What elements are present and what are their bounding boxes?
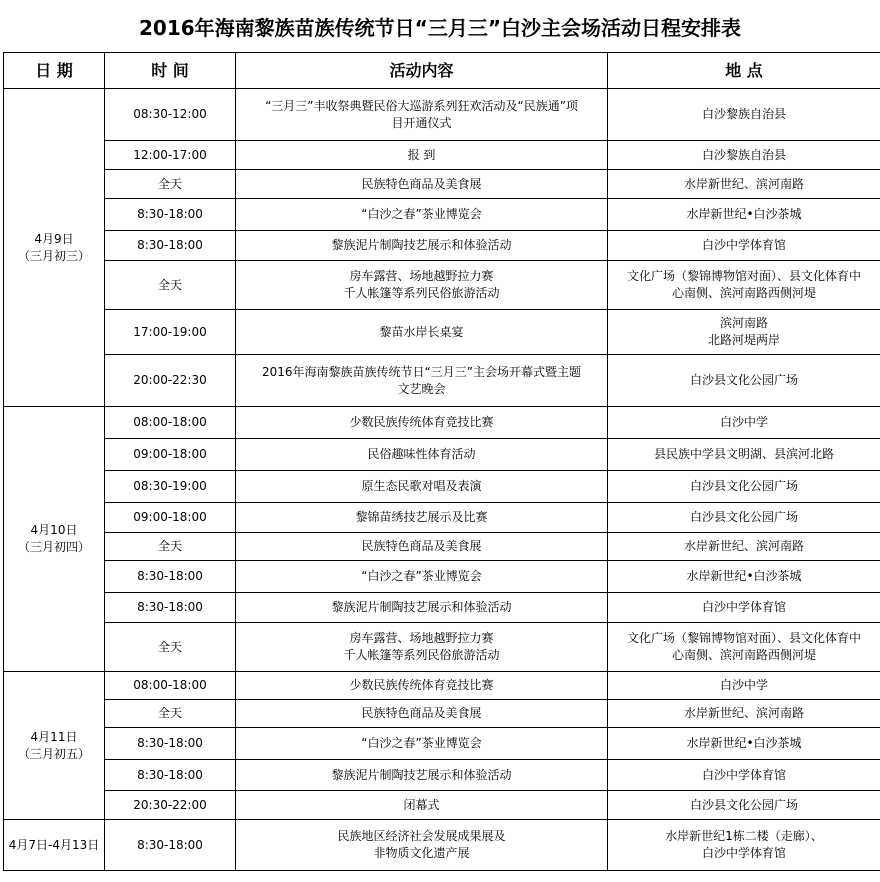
location-cell: 白沙县文化公园广场 bbox=[608, 503, 880, 533]
schedule-table bbox=[3, 52, 880, 871]
location-cell: 白沙中学体育馆 bbox=[608, 593, 880, 623]
time-cell: 全天 bbox=[105, 170, 236, 199]
time-cell: 08:30-12:00 bbox=[105, 89, 236, 141]
activity-cell: “白沙之春”茶业博览会 bbox=[236, 728, 608, 760]
time-cell: 全天 bbox=[105, 700, 236, 728]
activity-cell: 黎族泥片制陶技艺展示和体验活动 bbox=[236, 231, 608, 261]
table-row bbox=[4, 231, 880, 261]
date-cell: 4月10日 （三月初四） bbox=[4, 407, 105, 672]
date-cell: 4月9日 （三月初三） bbox=[4, 89, 105, 407]
time-cell: 8:30-18:00 bbox=[105, 820, 236, 871]
location-cell: 白沙中学体育馆 bbox=[608, 231, 880, 261]
time-cell: 8:30-18:00 bbox=[105, 231, 236, 261]
activity-cell: 房车露营、场地越野拉力赛 千人帐篷等系列民俗旅游活动 bbox=[236, 261, 608, 310]
date-cell: 4月11日 （三月初五） bbox=[4, 672, 105, 820]
time-cell: 8:30-18:00 bbox=[105, 760, 236, 791]
activity-cell: 2016年海南黎族苗族传统节日“三月三”主会场开幕式暨主题 文艺晚会 bbox=[236, 355, 608, 407]
location-cell: 文化广场（黎锦博物馆对面）、县文化体育中 心南侧、滨河南路西侧河堤 bbox=[608, 261, 880, 310]
activity-cell: 报 到 bbox=[236, 141, 608, 170]
time-cell: 09:00-18:00 bbox=[105, 503, 236, 533]
schedule-body bbox=[4, 89, 880, 871]
time-cell: 20:30-22:00 bbox=[105, 791, 236, 820]
activity-cell: 房车露营、场地越野拉力赛 千人帐篷等系列民俗旅游活动 bbox=[236, 623, 608, 672]
table-row bbox=[4, 503, 880, 533]
table-row bbox=[4, 533, 880, 561]
activity-cell: “白沙之春”茶业博览会 bbox=[236, 561, 608, 593]
location-cell: 水岸新世纪、滨河南路 bbox=[608, 170, 880, 199]
location-cell: 白沙县文化公园广场 bbox=[608, 355, 880, 407]
location-cell: 白沙黎族自治县 bbox=[608, 89, 880, 141]
page-title: 2016年海南黎族苗族传统节日“三月三”白沙主会场活动日程安排表 bbox=[139, 15, 741, 40]
time-cell: 8:30-18:00 bbox=[105, 728, 236, 760]
activity-cell: 民族特色商品及美食展 bbox=[236, 700, 608, 728]
activity-cell: 少数民族传统体育竞技比赛 bbox=[236, 407, 608, 439]
location-cell: 水岸新世纪、滨河南路 bbox=[608, 700, 880, 728]
table-row bbox=[4, 439, 880, 471]
time-cell: 8:30-18:00 bbox=[105, 593, 236, 623]
location-cell: 白沙县文化公园广场 bbox=[608, 791, 880, 820]
table-row bbox=[4, 760, 880, 791]
header-row bbox=[4, 53, 880, 89]
location-cell: 白沙中学体育馆 bbox=[608, 760, 880, 791]
time-cell: 全天 bbox=[105, 533, 236, 561]
table-row bbox=[4, 141, 880, 170]
activity-cell: 民族特色商品及美食展 bbox=[236, 170, 608, 199]
activity-cell: 黎族泥片制陶技艺展示和体验活动 bbox=[236, 760, 608, 791]
activity-cell: 少数民族传统体育竞技比赛 bbox=[236, 672, 608, 700]
location-cell: 水岸新世纪•白沙茶城 bbox=[608, 728, 880, 760]
activity-cell: “三月三”丰收祭典暨民俗大巡游系列狂欢活动及“民族通”项 目开通仪式 bbox=[236, 89, 608, 141]
location-cell: 白沙中学 bbox=[608, 407, 880, 439]
time-cell: 20:00-22:30 bbox=[105, 355, 236, 407]
table-row bbox=[4, 728, 880, 760]
time-cell: 全天 bbox=[105, 623, 236, 672]
time-cell: 17:00-19:00 bbox=[105, 310, 236, 355]
table-row bbox=[4, 199, 880, 231]
activity-cell: 民族特色商品及美食展 bbox=[236, 533, 608, 561]
table-row bbox=[4, 471, 880, 503]
table-row bbox=[4, 561, 880, 593]
location-cell: 白沙县文化公园广场 bbox=[608, 471, 880, 503]
time-cell: 09:00-18:00 bbox=[105, 439, 236, 471]
table-row bbox=[4, 170, 880, 199]
header-activity: 活动内容 bbox=[236, 53, 608, 89]
time-cell: 08:00-18:00 bbox=[105, 407, 236, 439]
location-cell: 县民族中学县文明湖、县滨河北路 bbox=[608, 439, 880, 471]
location-cell: 水岸新世纪、滨河南路 bbox=[608, 533, 880, 561]
time-cell: 全天 bbox=[105, 261, 236, 310]
location-cell: 水岸新世纪1栋二楼（走廊）、 白沙中学体育馆 bbox=[608, 820, 880, 871]
table-row bbox=[4, 791, 880, 820]
header-time: 时 间 bbox=[105, 53, 236, 89]
location-cell: 文化广场（黎锦博物馆对面）、县文化体育中 心南侧、滨河南路西侧河堤 bbox=[608, 623, 880, 672]
table-row bbox=[4, 700, 880, 728]
time-cell: 8:30-18:00 bbox=[105, 561, 236, 593]
header-location: 地 点 bbox=[608, 53, 880, 89]
location-cell: 水岸新世纪•白沙茶城 bbox=[608, 199, 880, 231]
location-cell: 白沙中学 bbox=[608, 672, 880, 700]
table-row bbox=[4, 355, 880, 407]
activity-cell: 黎族泥片制陶技艺展示和体验活动 bbox=[236, 593, 608, 623]
table-row bbox=[4, 593, 880, 623]
activity-cell: 黎苗水岸长桌宴 bbox=[236, 310, 608, 355]
date-cell: 4月7日-4月13日 bbox=[4, 820, 105, 871]
table-row bbox=[4, 89, 880, 141]
location-cell: 滨河南路 北路河堤两岸 bbox=[608, 310, 880, 355]
header-date: 日 期 bbox=[4, 53, 105, 89]
time-cell: 8:30-18:00 bbox=[105, 199, 236, 231]
activity-cell: “白沙之春”茶业博览会 bbox=[236, 199, 608, 231]
table-row bbox=[4, 672, 880, 700]
location-cell: 水岸新世纪•白沙茶城 bbox=[608, 561, 880, 593]
time-cell: 08:30-19:00 bbox=[105, 471, 236, 503]
table-row bbox=[4, 820, 880, 871]
location-cell: 白沙黎族自治县 bbox=[608, 141, 880, 170]
activity-cell: 民族地区经济社会发展成果展及 非物质文化遗产展 bbox=[236, 820, 608, 871]
activity-cell: 黎锦苗绣技艺展示及比赛 bbox=[236, 503, 608, 533]
table-row bbox=[4, 310, 880, 355]
activity-cell: 原生态民歌对唱及表演 bbox=[236, 471, 608, 503]
table-row bbox=[4, 623, 880, 672]
activity-cell: 闭幕式 bbox=[236, 791, 608, 820]
time-cell: 12:00-17:00 bbox=[105, 141, 236, 170]
table-row bbox=[4, 407, 880, 439]
activity-cell: 民俗趣味性体育活动 bbox=[236, 439, 608, 471]
time-cell: 08:00-18:00 bbox=[105, 672, 236, 700]
table-row bbox=[4, 261, 880, 310]
